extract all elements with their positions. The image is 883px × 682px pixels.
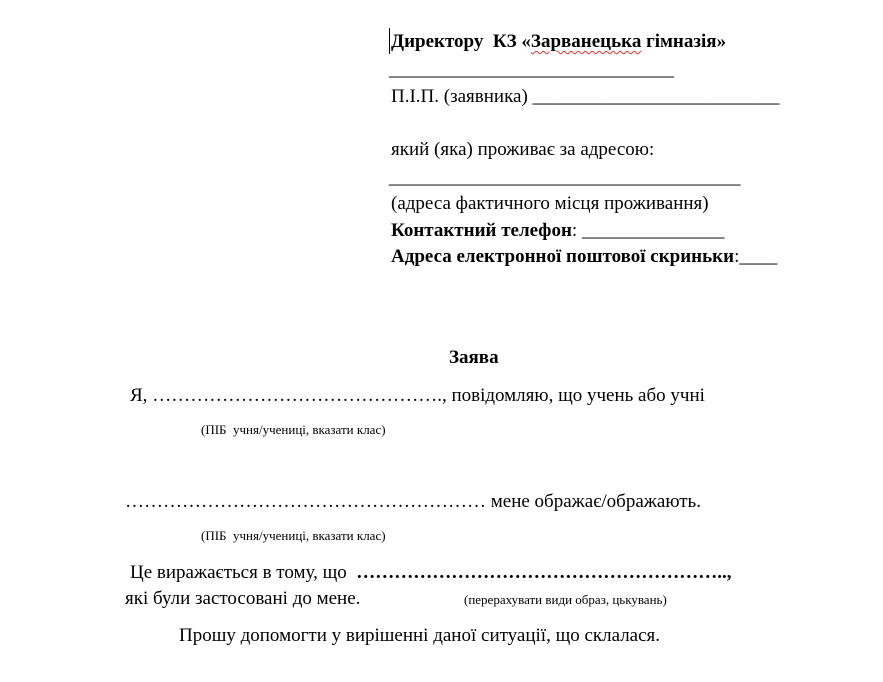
statement-line-2 [125, 492, 701, 511]
statement-line-4: які були застосовані до мене. [125, 588, 361, 609]
phone-underline: _______________ [581, 220, 725, 241]
text-cursor [389, 28, 390, 54]
director-prefix: Директору КЗ « [391, 31, 531, 52]
phone-line [391, 221, 724, 240]
statement-prefix: Я, [130, 385, 153, 406]
document-title: Заява [449, 347, 499, 368]
applicant-label: П.І.П. (заявника) [391, 86, 533, 107]
address-underline: _____________________________________ [389, 167, 741, 188]
statement-line-2-suffix: мене ображає/ображають. [486, 491, 701, 512]
email-line [391, 247, 777, 266]
closing-request: Прошу допомогти у вирішенні даної ситуації, що склалася. [179, 625, 661, 646]
hint-student-1: (ПІБ учня/учениці, вказати клас) [201, 422, 386, 437]
applicant-underline: __________________________ [532, 86, 780, 107]
email-label: Адреса електронної поштової скриньки [391, 246, 735, 267]
statement-line-1-suffix: повідомляю, що учень або учні [446, 385, 705, 406]
applicant-line [391, 87, 780, 106]
school-name: Зарванецька [530, 31, 642, 52]
description-dots: ………………………………………………….., [356, 562, 732, 583]
name-underline: ______________________________ [389, 59, 674, 80]
reporter-name-dots: ………………………………………., [152, 385, 447, 406]
offender-name-dots: ………………………………………………… [125, 491, 486, 512]
address-label: який (яка) проживає за адресою: [391, 139, 655, 160]
email-underline: ____ [739, 246, 778, 267]
school-suffix: гімназія» [641, 31, 727, 52]
statement-line-3 [130, 563, 732, 582]
phone-colon: : [571, 220, 582, 241]
address-hint: (адреса фактичного місця проживання) [391, 193, 709, 214]
hint-student-2: (ПІБ учня/учениці, вказати клас) [201, 528, 386, 543]
email-colon: : [734, 246, 740, 267]
director-line [391, 32, 726, 51]
statement-line-3-prefix: Це виражається в тому, що [130, 562, 357, 583]
phone-label: Контактний телефон [391, 220, 572, 241]
statement-line-1 [130, 386, 705, 405]
hint-bullying-types: (перерахувати види образ, цькувань) [464, 592, 667, 607]
